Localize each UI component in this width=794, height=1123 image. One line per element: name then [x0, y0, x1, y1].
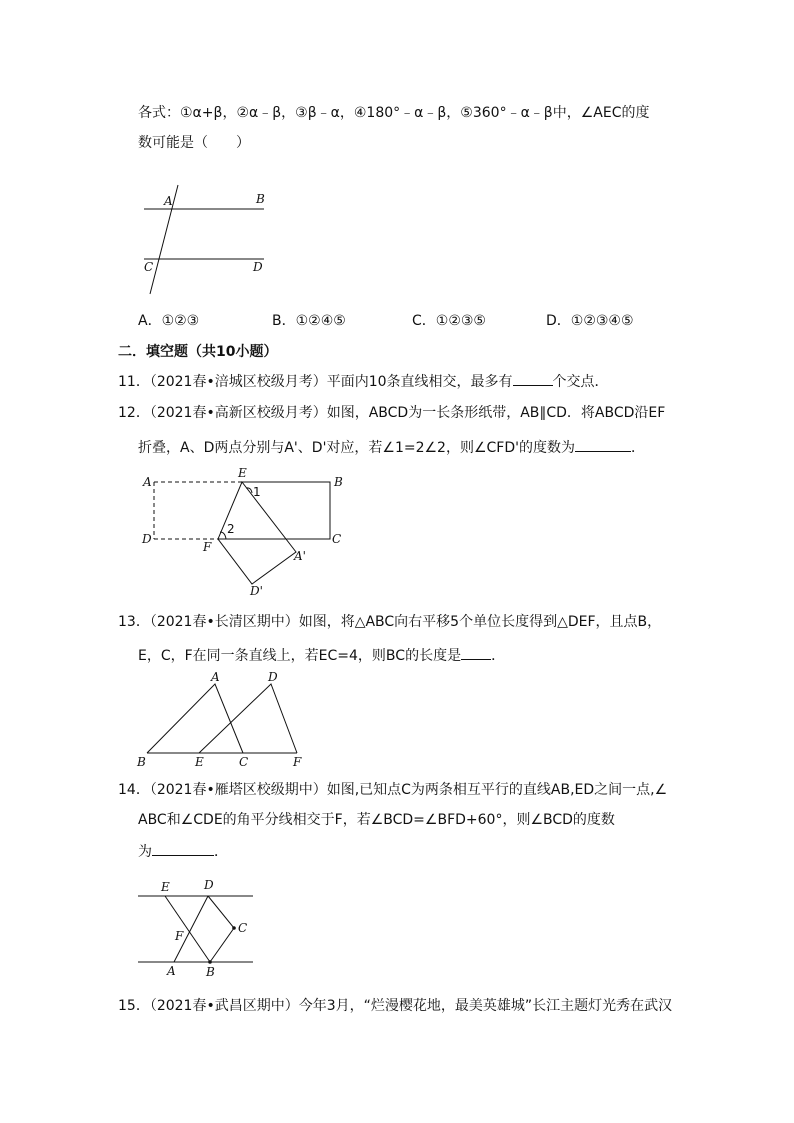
q13-label-f: F: [293, 755, 302, 769]
q14-label-d: D: [204, 878, 214, 892]
q10-label-b: B: [256, 192, 265, 206]
q10-option-c[interactable]: C．①②③⑤: [412, 313, 486, 329]
q10-option-a[interactable]: A．①②③: [138, 313, 200, 329]
q13-label-b: B: [137, 755, 146, 769]
q14-text-line1: 14．（2021春•雁塔区校级期中）如图,已知点C为两条相互平行的直线AB,ED之间一点,∠: [118, 782, 668, 798]
q12-label-e: E: [238, 466, 247, 480]
q14-label-f: F: [175, 929, 184, 943]
q14-point-b-dot: [208, 960, 212, 964]
q12-label-d: D: [142, 532, 152, 546]
q14-label-c: C: [238, 921, 248, 935]
q12-label-1: 1: [253, 485, 261, 499]
q12-answer-blank[interactable]: [575, 437, 631, 452]
q13-figure: [135, 670, 310, 768]
q14-label-a: A: [167, 964, 176, 978]
q13-label-d: D: [268, 670, 278, 684]
q10-text-line1: 各式：①α+β，②α﹣β，③β﹣α，④180°﹣α﹣β，⑤360°﹣α﹣β中，∠AEC的度: [138, 105, 650, 121]
q13-triangle-abc: [147, 684, 243, 753]
section-2-title: 二．填空题（共10小题）: [118, 344, 278, 360]
q13-tail: ．: [491, 648, 506, 664]
q10-label-c: C: [144, 260, 154, 274]
q12-label-2: 2: [227, 522, 235, 536]
q10-option-b[interactable]: B．①②④⑤: [272, 313, 346, 329]
q14-path-dcb: [208, 896, 234, 962]
q12-text-line2: [138, 437, 645, 458]
q12-tail: ．: [630, 440, 645, 456]
q12-text-line1: 12．（2021春•高新区校级月考）如图，ABCD为一长条形纸带，AB∥CD．将ABCD沿EF: [118, 405, 666, 421]
q12-stem: 折叠，A、D两点分别与A'、D'对应，若∠1=2∠2，则∠CFD'的度数为: [138, 440, 575, 456]
q14-label-e: E: [161, 880, 170, 894]
q13-text-line1: 13．（2021春•长清区期中）如图，将△ABC向右平移5个单位长度得到△DEF，且点B，: [118, 614, 662, 630]
q10-figure: [130, 185, 280, 300]
q11-text: [118, 371, 609, 392]
q13-label-a: A: [211, 670, 220, 684]
q14-stem: 为: [138, 844, 152, 860]
q13-triangle-def: [199, 684, 297, 753]
q10-label-d: D: [253, 260, 263, 274]
q12-label-f: F: [203, 540, 212, 554]
q10-text-line2: 数可能是（ ）: [138, 135, 250, 151]
q13-text-line2: [138, 645, 505, 666]
q14-text-line3: [138, 841, 228, 862]
q10-label-a: A: [164, 194, 173, 208]
q15-text-line1: 15．（2021春•武昌区期中）今年3月，“烂漫樱花地，最美英雄城”长江主题灯光秀在武汉: [118, 998, 673, 1014]
q11-answer-blank[interactable]: [513, 371, 553, 386]
q13-answer-blank[interactable]: [461, 645, 491, 660]
q14-figure: [132, 874, 262, 984]
q14-label-b: B: [206, 965, 215, 979]
q10-option-d[interactable]: D．①②③④⑤: [546, 313, 634, 329]
q11-tail: 个交点．: [552, 374, 609, 390]
q13-label-e: E: [195, 755, 204, 769]
q14-text-line2: ABC和∠CDE的角平分线相交于F，若∠BCD=∠BFD+60°，则∠BCD的度数: [138, 812, 615, 828]
q12-strip-edge: [218, 482, 330, 539]
q12-label-a-prime: A': [294, 549, 306, 563]
q12-label-c: C: [332, 532, 342, 546]
q12-label-a: A: [143, 475, 152, 489]
q12-figure: [140, 466, 355, 596]
q13-stem: E，C，F在同一条直线上，若EC=4，则BC的长度是: [138, 648, 462, 664]
q14-tail: ．: [214, 844, 228, 860]
q13-label-c: C: [239, 755, 249, 769]
q12-label-b: B: [334, 475, 343, 489]
q14-point-c-dot: [232, 926, 236, 930]
q14-answer-blank[interactable]: [152, 841, 214, 856]
q12-label-d-prime: D': [250, 584, 263, 598]
q11-stem: 11．（2021春•涪城区校级月考）平面内10条直线相交，最多有: [118, 374, 513, 390]
